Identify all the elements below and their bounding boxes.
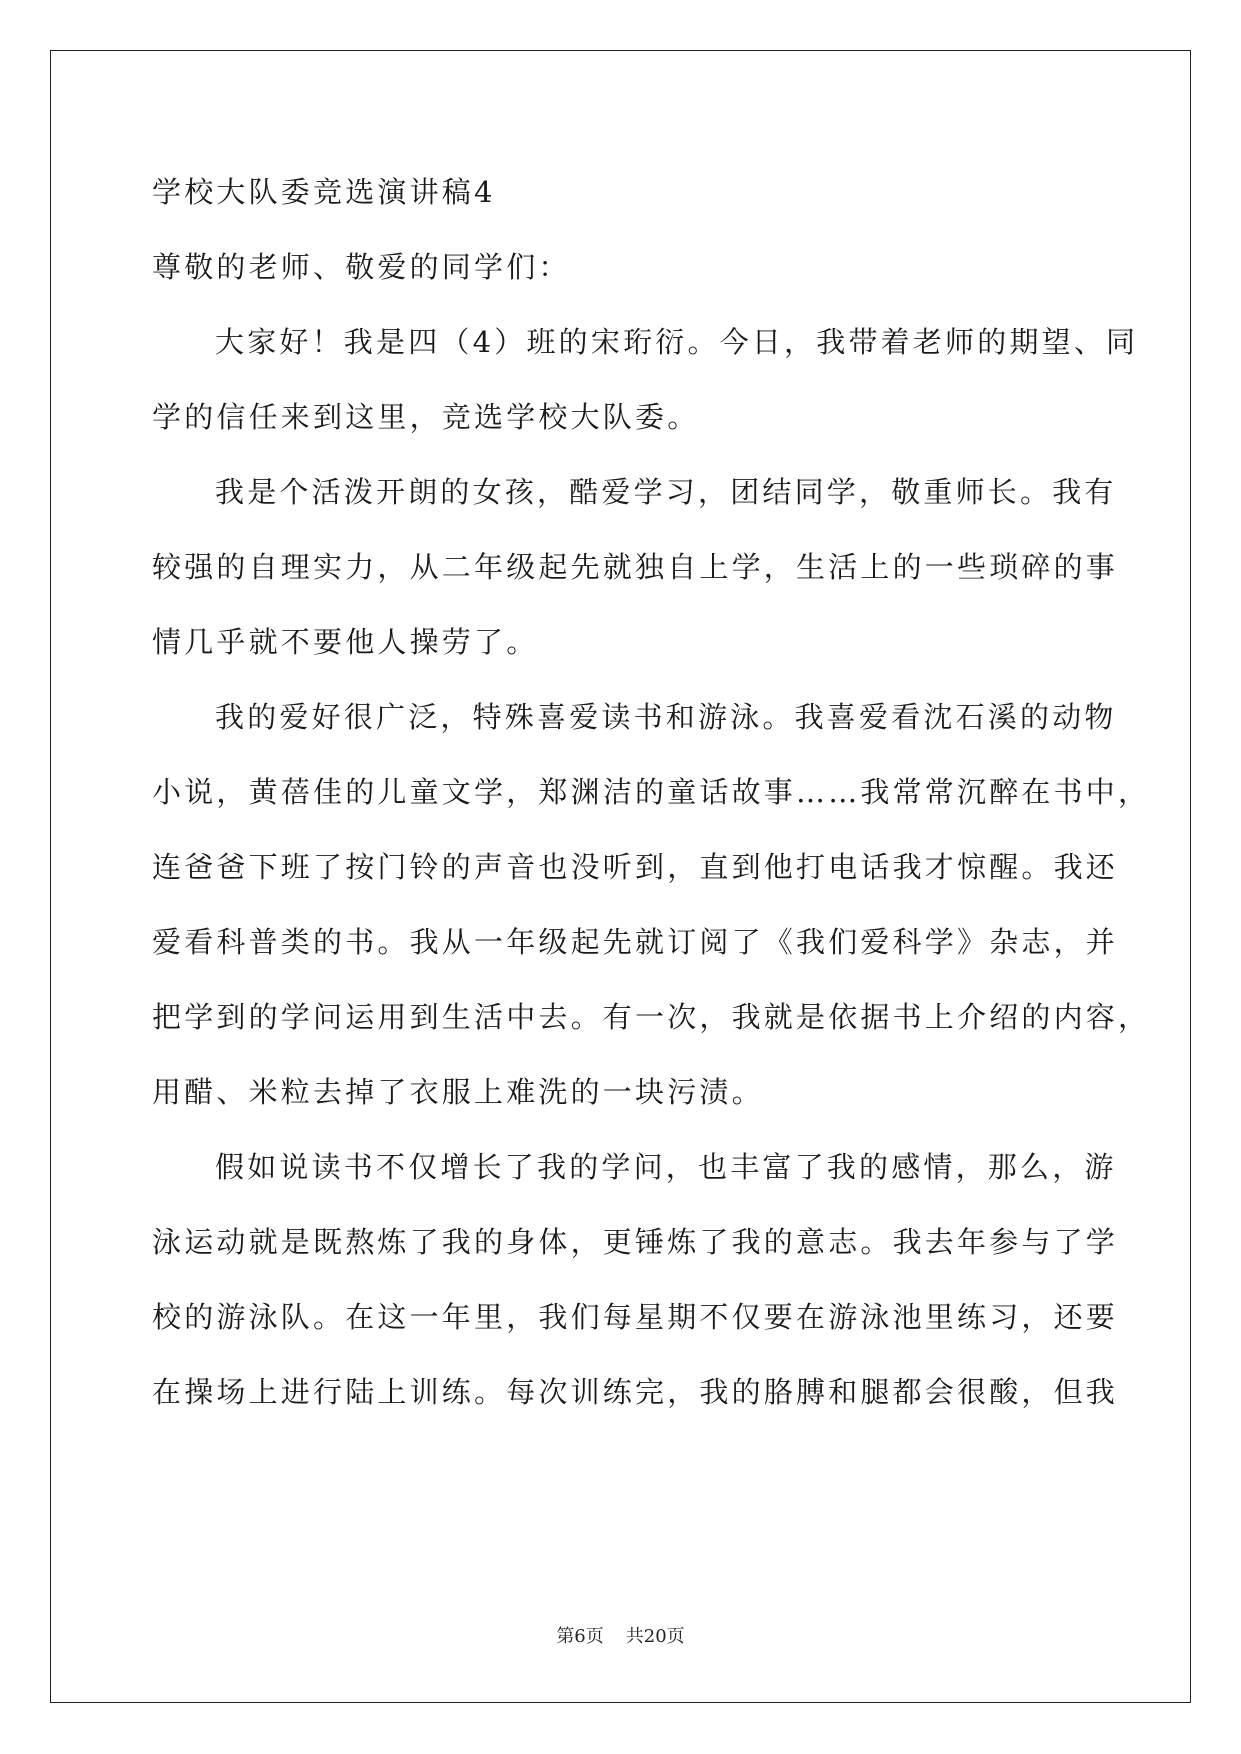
- paragraph-line: 用醋、米粒去掉了衣服上难洗的一块污渍。: [152, 1075, 764, 1109]
- page-total: 共20页: [625, 1626, 685, 1647]
- paragraph-line: 较强的自理实力，从二年级起先就独自上学，生活上的一些琐碎的事: [152, 550, 1119, 584]
- paragraph-line: 我的爱好很广泛，特殊喜爱读书和游泳。我喜爱看沈石溪的动物: [215, 700, 1117, 734]
- paragraph-line: 大家好！我是四（4）班的宋珩衍。今日，我带着老师的期望、同: [215, 325, 1139, 359]
- paragraph-line: 爱看科普类的书。我从一年级起先就订阅了《我们爱科学》杂志，并: [152, 925, 1119, 959]
- paragraph-line: 情几乎就不要他人操劳了。: [152, 625, 539, 659]
- document-title: 学校大队委竞选演讲稿4: [152, 175, 496, 209]
- paragraph-line: 假如说读书不仅增长了我的学问，也丰富了我的感情，那么，游: [215, 1150, 1117, 1184]
- paragraph-line: 小说，黄蓓佳的儿童文学，郑渊洁的童话故事……我常常沉醉在书中，: [152, 775, 1151, 809]
- salutation-line: 尊敬的老师、敬爱的同学们：: [152, 250, 571, 284]
- page-number: 第6页: [556, 1626, 604, 1647]
- paragraph-line: 校的游泳队。在这一年里，我们每星期不仅要在游泳池里练习，还要: [152, 1300, 1119, 1334]
- paragraph-line: 连爸爸下班了按门铃的声音也没听到，直到他打电话我才惊醒。我还: [152, 850, 1119, 884]
- page-footer: [0, 1625, 1241, 1649]
- paragraph-line: 在操场上进行陆上训练。每次训练完，我的胳膊和腿都会很酸，但我: [152, 1375, 1119, 1409]
- paragraph-line: 我是个活泼开朗的女孩，酷爱学习，团结同学，敬重师长。我有: [215, 475, 1117, 509]
- paragraph-line: 泳运动就是既熬炼了我的身体，更锤炼了我的意志。我去年参与了学: [152, 1225, 1119, 1259]
- paragraph-line: 把学到的学问运用到生活中去。有一次，我就是依据书上介绍的内容，: [152, 1000, 1151, 1034]
- paragraph-line: 学的信任来到这里，竞选学校大队委。: [152, 400, 700, 434]
